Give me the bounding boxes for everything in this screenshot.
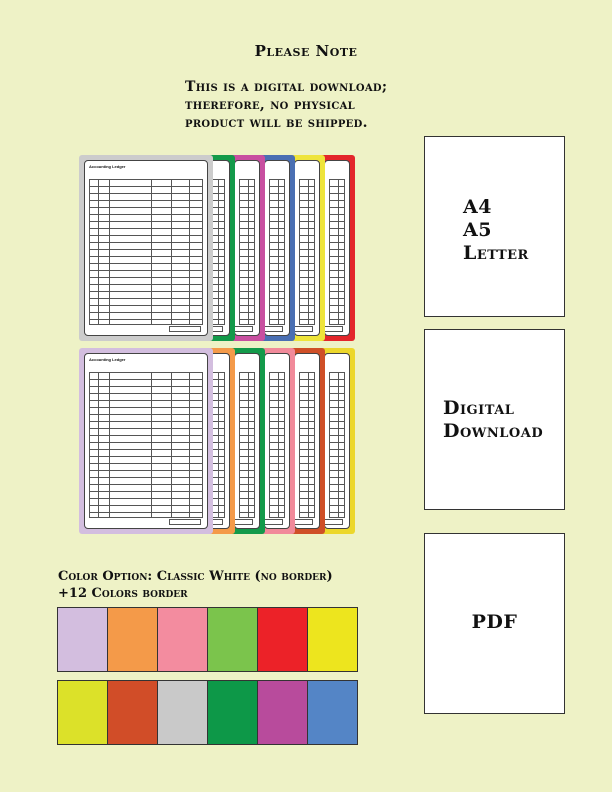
row1-swatch-5 <box>258 608 308 671</box>
ledger-columns <box>89 179 203 325</box>
ledger-preview-bottom <box>79 348 361 534</box>
ledger-columns <box>299 179 315 325</box>
ledger-columns <box>329 179 345 325</box>
row1-swatch-3 <box>158 608 208 671</box>
ledger-total-box <box>264 326 283 332</box>
ledger-sheet <box>234 160 260 336</box>
row1-swatch-6 <box>308 608 357 671</box>
row1-swatch-2 <box>108 608 158 671</box>
row1-swatch-4 <box>208 608 258 671</box>
ledger-header-label: Accounting Ledger <box>89 357 126 362</box>
ledger-total-box <box>169 326 201 332</box>
ledger-columns <box>269 372 285 518</box>
page-title: Please Note <box>254 42 358 60</box>
ledger-sheet <box>324 160 350 336</box>
pdf-label: PDF <box>471 611 518 633</box>
size-options-box <box>424 136 565 317</box>
swatch-row-2 <box>57 680 358 745</box>
ledger-total-box <box>234 519 253 525</box>
digital-download-box <box>424 329 565 510</box>
notice-line-1: This is a digital download; <box>185 79 388 95</box>
ledger-page-front <box>79 155 213 341</box>
download-label: Download <box>443 420 544 442</box>
ledger-columns <box>329 372 345 518</box>
ledger-header-label: Accounting Ledger <box>89 164 126 169</box>
ledger-total-box <box>234 326 253 332</box>
ledger-total-box <box>264 519 283 525</box>
row1-swatch-1 <box>58 608 108 671</box>
ledger-columns <box>269 179 285 325</box>
ledger-sheet <box>264 160 290 336</box>
ledger-total-box <box>324 519 343 525</box>
notice-line-3: product will be shipped. <box>185 115 368 131</box>
size-letter: Letter <box>463 242 529 264</box>
digital-notice <box>185 78 445 132</box>
ledger-columns <box>299 372 315 518</box>
ledger-sheet <box>84 160 208 336</box>
row2-swatch-1 <box>58 681 108 744</box>
ledger-total-box <box>294 326 313 332</box>
color-option-text <box>58 568 333 602</box>
pdf-box <box>424 533 565 714</box>
ledger-sheet <box>324 353 350 529</box>
ledger-preview-top <box>79 155 361 341</box>
ledger-sheet <box>294 160 320 336</box>
ledger-sheet <box>294 353 320 529</box>
size-a4: A4 <box>463 196 492 218</box>
ledger-sheet <box>84 353 208 529</box>
ledger-columns <box>239 372 255 518</box>
ledger-total-box <box>294 519 313 525</box>
ledger-sheet <box>234 353 260 529</box>
size-a5: A5 <box>463 219 492 241</box>
row2-swatch-6 <box>308 681 357 744</box>
row2-swatch-3 <box>158 681 208 744</box>
row2-swatch-2 <box>108 681 158 744</box>
notice-line-2: therefore, no physical <box>185 97 356 113</box>
ledger-columns <box>89 372 203 518</box>
row2-swatch-5 <box>258 681 308 744</box>
ledger-sheet <box>264 353 290 529</box>
swatch-row-1 <box>57 607 358 672</box>
row2-swatch-4 <box>208 681 258 744</box>
ledger-total-box <box>324 326 343 332</box>
digital-label: Digital <box>443 397 515 419</box>
ledger-columns <box>239 179 255 325</box>
ledger-total-box <box>169 519 201 525</box>
ledger-page-front <box>79 348 213 534</box>
color-option-line-1: Color Option: Classic White (no border) <box>58 569 333 584</box>
color-option-line-2: +12 Colors border <box>58 586 188 601</box>
